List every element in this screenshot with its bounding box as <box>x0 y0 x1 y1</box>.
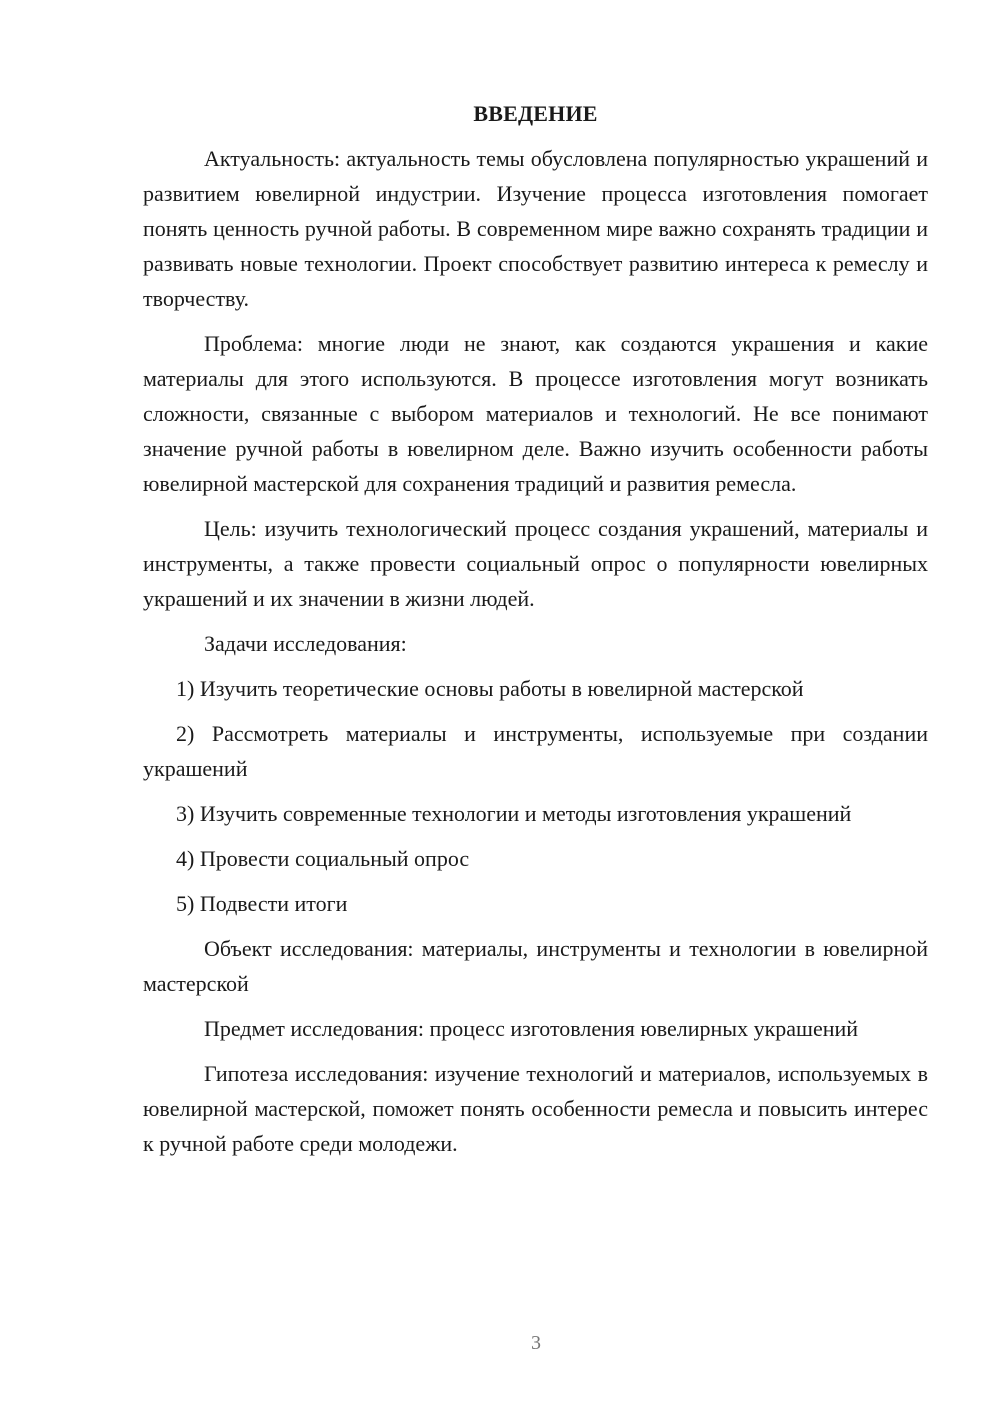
object-paragraph: Объект исследования: материалы, инструменты и технологии в ювелирной мастерской <box>143 936 928 996</box>
task-item: 1) Изучить теоретические основы работы в ювелирной мастерской <box>176 676 804 701</box>
goal-paragraph: Цель: изучить технологический процесс создания украшений, материалы и инструменты, а также провести социальный опрос о популярности ювелирных украшений и их значении в жизни людей. <box>143 516 928 611</box>
relevance-paragraph: Актуальность: актуальность темы обусловлена популярностью украшений и развитием ювелирной индустрии. Изучение процесса изготовления помогает понять ценность ручной работы. В современном мире важно сохранять традиции и развивать новые технологии. Проект способствует развитию интереса к ремеслу и творчеству. <box>143 146 928 311</box>
hypothesis-paragraph: Гипотеза исследования: изучение технологий и материалов, используемых в ювелирной мастерской, поможет понять особенности ремесла и повысить интерес к ручной работе среди молодежи. <box>143 1061 928 1156</box>
page-number: 3 <box>531 1332 541 1354</box>
task-item: 3) Изучить современные технологии и методы изготовления украшений <box>176 801 852 826</box>
task-item: 2) Рассмотреть материалы и инструменты, используемые при создании украшений <box>143 721 928 781</box>
task-item: 5) Подвести итоги <box>176 891 348 916</box>
subject-paragraph: Предмет исследования: процесс изготовления ювелирных украшений <box>204 1016 859 1041</box>
document-body <box>143 96 928 1161</box>
section-title: ВВЕДЕНИЕ <box>473 101 598 126</box>
task-item: 4) Провести социальный опрос <box>176 846 470 871</box>
problem-paragraph: Проблема: многие люди не знают, как создаются украшения и какие материалы для этого используются. В процессе изготовления могут возникать сложности, связанные с выбором материалов и технологий. Не все понимают значение ручной работы в ювелирном деле. Важно изучить особенности работы ювелирной мастерской для сохранения традиций и развития ремесла. <box>143 331 928 496</box>
tasks-heading: Задачи исследования: <box>204 631 407 656</box>
